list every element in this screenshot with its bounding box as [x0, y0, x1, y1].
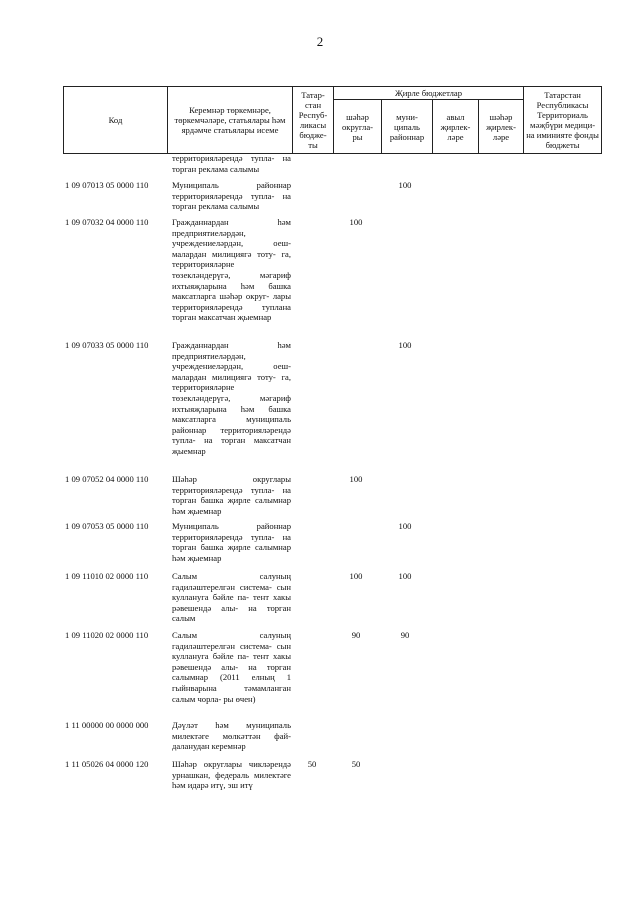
row-description: Шәһәр округлары территорияләрендә тупла- на торган башка җирле салымнар һәм җыемнар [172, 474, 291, 516]
row-code: 1 11 05026 04 0000 120 [65, 759, 149, 769]
header-medical-fund: Татарстан Республикасы Территориаль мәҗбүри медици- на иминияте фонды бюджеты [524, 87, 602, 154]
header-code: Код [64, 87, 168, 154]
row-code: 1 11 00000 00 0000 000 [65, 720, 149, 730]
row-description: территорияләрендә тупла- на торган реклама салымы [172, 153, 291, 174]
row-code: 1 09 07053 05 0000 110 [65, 521, 149, 531]
value-municipal-districts: 100 [398, 180, 412, 190]
header-name: Керемнәр төркемнәре, төркемчәләре, статьялары һәм ярдәмче статьялары исеме [168, 87, 293, 154]
value-municipal-districts: 100 [398, 340, 412, 350]
row-description: Салым салуның гадиләштерелгән система- сын куллануга бәйле па- тент хакы рәвешендә алы- на торган салымнар (2011 елның 1 гыйнварына тәмамланган салым чорла- ры өчен) [172, 630, 291, 704]
row-description: Шәһәр округлары чикләрендә урнашкан, федераль милектәге һәм идарә итү, эш итү [172, 759, 291, 791]
header-municipal-districts: муни- ципаль районнар [382, 100, 433, 154]
value-municipal-districts: 90 [400, 630, 410, 640]
header-city-districts: шәһәр округла- ры [334, 100, 382, 154]
row-description: Муниципаль районнар территорияләрендә тупла- на торган башка җирле салымнар һәм җыемнар [172, 521, 291, 563]
row-code: 1 09 07033 05 0000 110 [65, 340, 149, 350]
page-number: 2 [316, 34, 324, 49]
value-tatarstan-budget: 50 [307, 759, 317, 769]
value-municipal-districts: 100 [398, 571, 412, 581]
row-code: 1 09 07052 04 0000 110 [65, 474, 149, 484]
header-urban-settlements: шәһәр җирлек- ләре [479, 100, 524, 154]
row-description: Салым салуның гадиләштерелгән системa- сын куллануга бәйле па- тент хакы рәвешендә алы- на торган салым [172, 571, 291, 624]
row-code: 1 09 07013 05 0000 110 [65, 180, 149, 190]
value-city-districts: 50 [351, 759, 361, 769]
table-header [63, 86, 602, 154]
row-code: 1 09 07032 04 0000 110 [65, 217, 149, 227]
value-city-districts: 90 [351, 630, 361, 640]
header-local-budgets: Җирле бюджетлар [334, 87, 524, 100]
header-rural-settlements: авыл җирлек- ләре [433, 100, 479, 154]
header-tatarstan-budget: Татар- стан Респуб- ликасы бюдже- ты [293, 87, 334, 154]
row-description: Муниципаль районнар территорияләрендә тупла- на торган реклама салымы [172, 180, 291, 212]
row-code: 1 09 11020 02 0000 110 [65, 630, 149, 640]
row-description: Гражданнардан һәм предприятиеләрдән, учреждениеләрдән, оеш- малардан милициягә тоту- га, территорияләрне төзекләндерүгә, мәгариф ихтыяҗларына һәм башка максатларга муниципаль районнар территорияләрендә тупла- на торган максатчан җыемнар [172, 340, 291, 456]
row-description: Гражданнардан һәм предприятиеләрдән, учреждениеләрдән, оеш- малардан милициягә тоту- га, территорияләрне төзекләндерүгә, мәгариф ихтыяҗларына һәм башка максатларга шәһәр округ- лары территорияләрендә туплана торган максатчан җыемнар [172, 217, 291, 323]
row-code: 1 09 11010 02 0000 110 [65, 571, 149, 581]
value-city-districts: 100 [349, 217, 363, 227]
value-municipal-districts: 100 [398, 521, 412, 531]
value-city-districts: 100 [349, 571, 363, 581]
row-description: Дәүләт һәм муниципаль милектәге мөлкәттән фай- даланудан керемнәр [172, 720, 291, 752]
value-city-districts: 100 [349, 474, 363, 484]
